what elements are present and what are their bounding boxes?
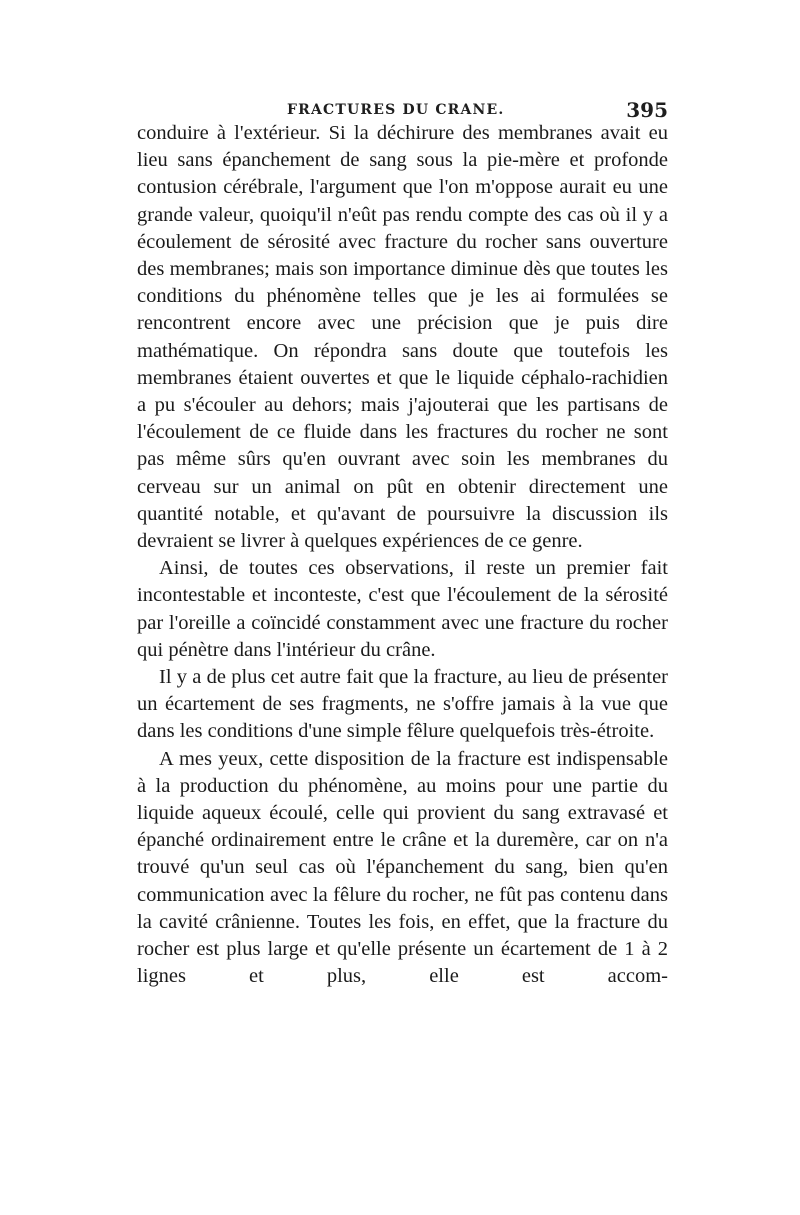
paragraph: Ainsi, de toutes ces observations, il reste un premier fait incontestable et inconteste, c'est que l'écoulement de la sérosité par l'oreille a coïncidé constamment avec une fracture du rocher qui pénètre dans l'intérieur du crâne. [137, 557, 668, 661]
paragraph: Il y a de plus cet autre fait que la fracture, au lieu de présenter un écartement de ses fragments, ne s'offre jamais à la vue que dans les conditions d'une simple fêlure quelquefois très-étroite. [137, 666, 668, 743]
paragraph: A mes yeux, cette disposition de la fracture est indispensable à la production du phénomène, au moins pour une partie du liquide aqueux écoulé, celle qui provient du sang extravasé et épanché ordinairement entre le crâne et la duremère, car on n'a trouvé qu'un seul cas où l'épanchement du sang, bien qu'en communication avec la fêlure du rocher, ne fût pas contenu dans la cavité crânienne. Toutes les fois, en effet, que la fracture du rocher est plus large et qu'elle présente un écartement de 1 à 2 lignes et plus, elle est accom- [137, 747, 668, 988]
running-head [137, 98, 668, 122]
running-title: FRACTURES DU CRANE. [287, 102, 505, 118]
paragraph-continued: conduire à l'extérieur. Si la déchirure des membranes avait eu lieu sans épanchement de sang sous la pie-mère et profonde contusion cérébrale, l'argument que l'on m'oppose aurait eu une grande valeur, quoiqu'il n'eût pas rendu compte des cas où il y a écoulement de sérosité avec fracture du rocher sans ouverture des membranes; mais son importance diminue dès que toutes les conditions du phénomène telles que je les ai formulées se rencontrent encore avec une précision que je puis dire mathématique. On répondra sans doute que toutefois les membranes étaient ouvertes et que le liquide céphalo-rachidien a pu s'écouler au dehors; mais j'ajouterai que les partisans de l'écoulement de ce fluide dans les fractures du rocher ne sont pas même sûrs qu'en ouvrant avec soin les membranes du cerveau sur un animal on pût en obtenir directement une quantité notable, et qu'avant de poursuivre la discussion ils devraient se livrer à quelques expériences de ce genre. [137, 122, 668, 553]
body-text [137, 120, 668, 991]
page-number: 395 [626, 98, 668, 122]
